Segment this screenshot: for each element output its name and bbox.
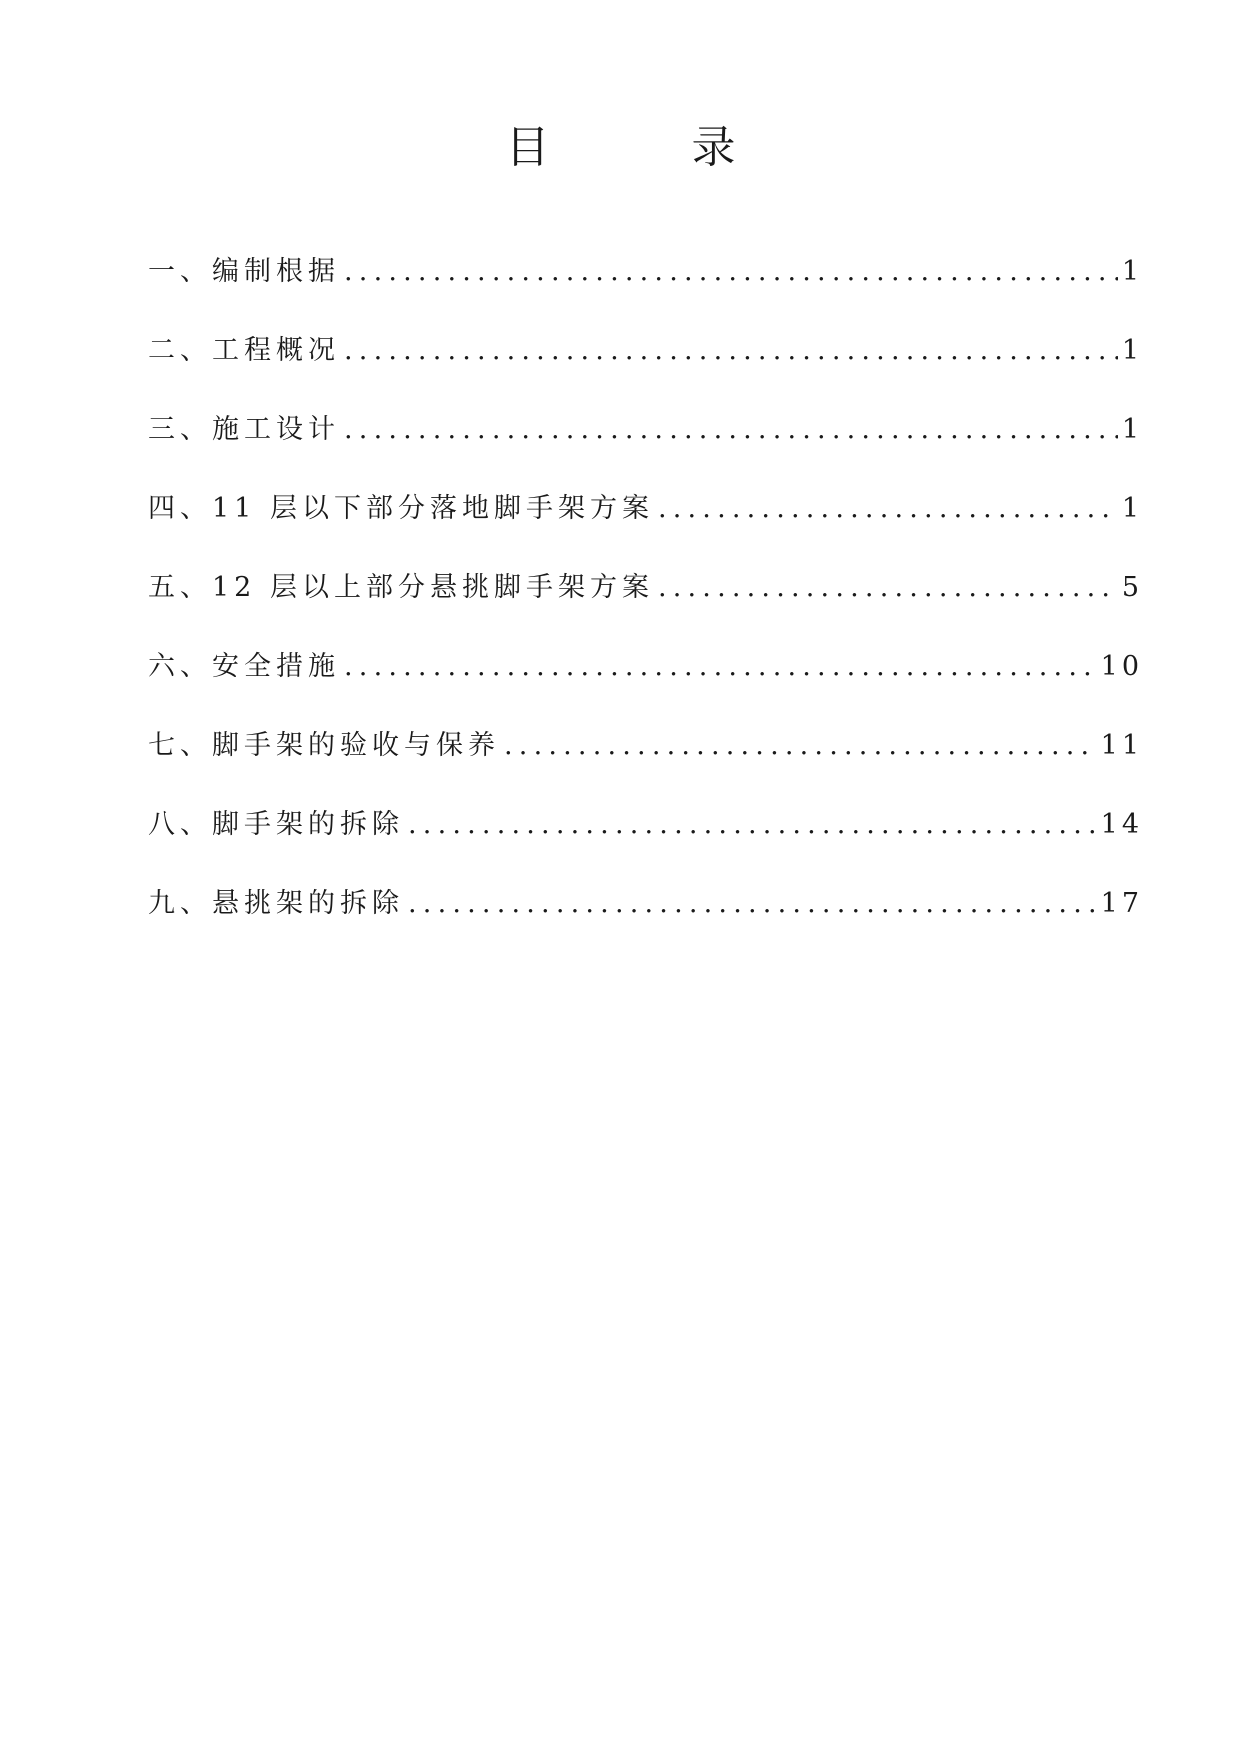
toc-entry-label: 三、施工设计 [148, 414, 340, 445]
toc-entry-label: 九、悬挑架的拆除 [148, 888, 404, 919]
toc-dot-leader [658, 568, 1118, 608]
toc-entry-label: 一、编制根据 [148, 256, 340, 287]
toc-entry[interactable] [148, 489, 1143, 568]
toc-dot-leader [344, 410, 1118, 450]
toc-entry-label: 八、脚手架的拆除 [148, 809, 404, 840]
toc-entry-page-number: 10 [1100, 651, 1143, 682]
toc-entry[interactable] [148, 252, 1143, 331]
toc-entry[interactable] [148, 410, 1143, 489]
toc-entry-page-number: 1 [1121, 256, 1143, 287]
toc-entry-label: 四、11 层以下部分落地脚手架方案 [148, 493, 654, 524]
toc-entry-label: 七、脚手架的验收与保养 [148, 730, 500, 761]
toc-entry-page-number: 11 [1100, 730, 1143, 761]
toc-entry-page-number: 1 [1121, 414, 1143, 445]
toc-dot-leader [344, 647, 1097, 687]
toc-entry-label: 二、工程概况 [148, 335, 340, 366]
toc-dot-leader [408, 884, 1097, 924]
toc-dot-leader [504, 726, 1097, 766]
toc-entry-page-number: 5 [1121, 572, 1143, 603]
toc-entry[interactable] [148, 805, 1143, 884]
toc-entry-page-number: 1 [1121, 493, 1143, 524]
toc-entry-page-number: 14 [1100, 809, 1143, 840]
toc-entry[interactable] [148, 568, 1143, 647]
toc-list [148, 252, 1143, 963]
toc-entry[interactable] [148, 726, 1143, 805]
toc-entry-page-number: 17 [1100, 888, 1143, 919]
toc-entry-label: 五、12 层以上部分悬挑脚手架方案 [148, 572, 654, 603]
toc-dot-leader [344, 331, 1118, 371]
toc-dot-leader [408, 805, 1097, 845]
toc-entry-page-number: 1 [1121, 335, 1143, 366]
toc-entry[interactable] [148, 884, 1143, 963]
toc-entry[interactable] [148, 647, 1143, 726]
toc-entry-label: 六、安全措施 [148, 651, 340, 682]
toc-title: 目 录 [505, 122, 800, 173]
toc-dot-leader [344, 252, 1118, 292]
toc-dot-leader [658, 489, 1118, 529]
toc-entry[interactable] [148, 331, 1143, 410]
